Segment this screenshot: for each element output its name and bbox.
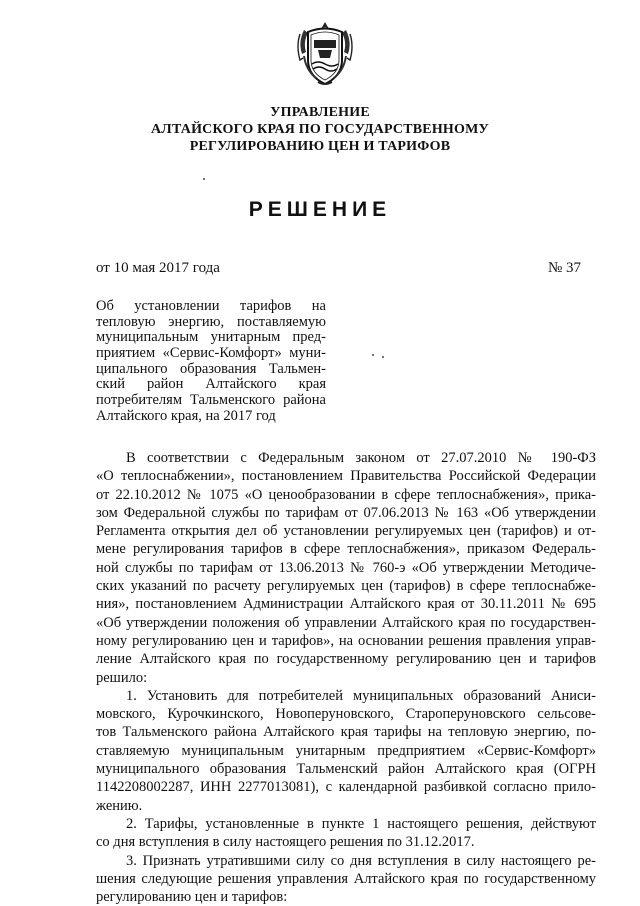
subject-line: приятием «Сервис-Комфорт» муни- bbox=[96, 346, 326, 362]
agency-name-line-3: РЕГУЛИРОВАНИЮ ЦЕН И ТАРИФОВ bbox=[189, 139, 451, 154]
document-number: № 37 bbox=[548, 260, 582, 276]
subject-line: тепловую энергию, поставляемую bbox=[96, 314, 326, 330]
body-line: В соответствии с Федеральным законом от 27.07.2010 № 190-ФЗ bbox=[126, 450, 596, 466]
body-line: тов Тальменского района Алтайского края тарифы на тепловую энергию, по- bbox=[96, 724, 596, 741]
agency-name-line-2: АЛТАЙСКОГО КРАЯ ПО ГОСУДАРСТВЕННОМУ bbox=[151, 122, 489, 137]
subject-line: ский район Алтайского края bbox=[96, 377, 326, 393]
body-line: муниципального образования Тальменский район Алтайского края (ОГРН bbox=[96, 761, 596, 778]
body-line: 2. Тарифы, установленные в пункте 1 настоящего решения, действуют bbox=[126, 815, 596, 832]
document-body bbox=[96, 449, 596, 906]
subject-line: потребителям Тальменского района bbox=[96, 393, 326, 409]
scan-speck bbox=[382, 356, 384, 358]
document-date: от 10 мая 2017 года bbox=[96, 260, 220, 276]
scan-speck bbox=[203, 178, 205, 180]
subject-line: Об установлении тарифов на bbox=[96, 299, 326, 314]
body-line: 1142208002287, ИНН 2277013081), с календарной разбивкой согласно прило- bbox=[96, 779, 596, 796]
body-line: мовского, Курочкинского, Новоперуновского, Староперуновского сельсове- bbox=[96, 706, 596, 723]
body-line: ния», постановлением Администрации Алтайского края от 30.11.2011 № 695 bbox=[96, 596, 596, 613]
body-line: регулированию цен и тарифов: bbox=[96, 889, 288, 906]
subject-line: муниципальным унитарным пред- bbox=[96, 330, 326, 346]
body-line: ских указаний по расчету регулируемых цен (тарифов) в сфере теплоснабже- bbox=[96, 578, 596, 595]
subject-line: Алтайского края, на 2017 год bbox=[96, 408, 276, 424]
subject-line: ципального образования Тальмен- bbox=[96, 361, 326, 377]
body-line: ной службы по тарифам от 13.06.2013 № 760-э «Об утверждении Методиче- bbox=[96, 559, 596, 576]
body-line: ление Алтайского края по государственному регулированию цен и тарифов bbox=[96, 651, 596, 668]
body-line: 1. Установить для потребителей муниципальных образований Аниси- bbox=[126, 687, 596, 704]
document-subject bbox=[96, 299, 326, 425]
body-line: «Об утверждении положения об управлении Алтайского края по государствен- bbox=[96, 614, 596, 631]
body-line: шения следующие решения управления Алтайского края по государственному bbox=[96, 870, 596, 887]
body-line: зом Федеральной службы по тарифам от 07.06.2013 № 163 «Об утверждении bbox=[96, 504, 596, 521]
body-line: ному регулированию цен и тарифов», на основании решения правления управ- bbox=[96, 632, 596, 649]
body-line: мене регулирования тарифов в сфере теплоснабжения», приказом Федераль- bbox=[96, 541, 596, 558]
body-line: решило: bbox=[96, 669, 148, 686]
body-line: «О теплоснабжении», постановлением Правительства Российской Федерации bbox=[96, 468, 596, 485]
coat-of-arms-emblem bbox=[294, 20, 356, 88]
body-line: ставляемую муниципальным унитарным предприятием «Сервис-Комфорт» bbox=[96, 742, 596, 759]
body-line: 3. Признать утратившими силу со дня вступления в силу настоящего ре- bbox=[126, 852, 596, 869]
document-title: РЕШЕНИЕ bbox=[248, 198, 392, 221]
body-line: со дня вступления в силу настоящего решения по 31.12.2017. bbox=[96, 834, 475, 851]
body-line: от 22.10.2012 № 1075 «О ценообразовании в сфере теплоснабжения», прика- bbox=[96, 486, 596, 503]
scan-speck bbox=[372, 354, 374, 356]
agency-name-line-1: УПРАВЛЕНИЕ bbox=[270, 105, 370, 120]
body-line: жению. bbox=[96, 797, 143, 814]
body-line: Регламента открытия дел об установлении регулируемых цен (тарифов) и от- bbox=[96, 523, 596, 540]
